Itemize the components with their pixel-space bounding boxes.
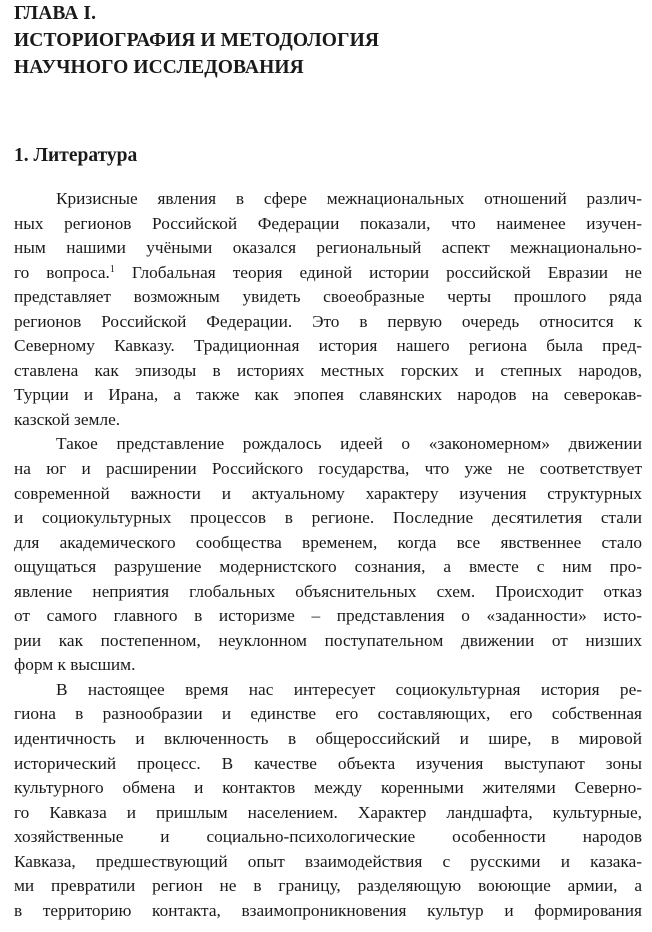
text-line: на юг и расширении Российского государства, что уже не соответствует (14, 459, 642, 479)
text-line: в территорию контакта, взаимопроникновения культур и формирования (14, 900, 642, 920)
text-line: ным нашими учёными оказался региональный аспект межнационально- (14, 238, 642, 258)
text-line: ставлена как эпизоды в историях местных горских и степных народов, (14, 360, 642, 380)
chapter-title-line: НАУЧНОГО ИССЛЕДОВАНИЯ (14, 57, 304, 78)
paragraph (14, 678, 642, 923)
chapter-title-line: ИСТОРИОГРАФИЯ И МЕТОДОЛОГИЯ (14, 30, 380, 51)
text-line: рии как постепенном, неуклонном поступательном движении от низших (14, 630, 642, 650)
paragraph (14, 187, 642, 432)
chapter-heading (14, 0, 642, 81)
body-text (14, 187, 642, 923)
text-line: явление неприятия глобальных объяснительных схем. Происходит отказ (14, 581, 642, 601)
text-line: Кавказа, предшествующий опыт взаимодействия с русскими и казака- (14, 851, 642, 871)
text-fragment: Глобальная теория единой истории российской Евразии не (131, 262, 642, 282)
section-heading: 1. Литература (14, 145, 138, 166)
text-line: В настоящее время нас интересует социокультурная история ре- (56, 679, 642, 699)
text-line: ных регионов Российской Федерации показали, что наименее изучен- (14, 213, 642, 233)
text-line: казской земле. (14, 409, 121, 429)
text-fragment: го вопроса. (14, 262, 110, 282)
text-line: современной важности и актуальному характеру изучения структурных (14, 483, 642, 503)
book-page (14, 0, 642, 920)
footnote-marker[interactable]: 1 (109, 263, 115, 275)
text-line (14, 261, 642, 286)
text-line: представляет возможным увидеть своеобразные черты прошлого ряда (14, 287, 642, 307)
text-line: ми превратили регион не в границу, разделяющую воюющие армии, а (14, 876, 642, 896)
text-line: форм к высшим. (14, 655, 136, 675)
text-line: для академического сообщества временем, когда все явственнее стало (14, 532, 642, 552)
text-line: Северному Кавказу. Традиционная история нашего региона была пред- (14, 336, 642, 356)
text-line: регионов Российской Федерации. Это в первую очередь относится к (14, 311, 642, 331)
text-line: гиона в разнообразии и единстве его составляющих, его собственная (14, 704, 642, 724)
text-line: от самого главного в историзме – представления о «заданности» исто- (14, 606, 642, 626)
text-line: Турции и Ирана, а также как эпопея славянских народов на северокав- (14, 385, 642, 405)
text-line: исторический процесс. В качестве объекта изучения выступают зоны (14, 753, 642, 773)
paragraph (14, 432, 642, 677)
text-line: и социокультурных процессов в регионе. Последние десятилетия стали (14, 508, 642, 528)
text-line: идентичность и включенность в общероссийский и шире, в мировой (14, 729, 642, 749)
text-line: го Кавказа и пришлым населением. Характер ландшафта, культурные, (14, 802, 642, 822)
text-line: ощущаться разрушение модернистского сознания, а вместе с ним про- (14, 557, 642, 577)
text-line: хозяйственные и социально-психологические особенности народов (14, 827, 642, 847)
chapter-label: ГЛАВА I. (14, 3, 97, 24)
text-line: Кризисные явления в сфере межнациональных отношений различ- (56, 189, 642, 208)
text-line: культурного обмена и контактов между коренными жителями Северно- (14, 778, 642, 798)
text-line: Такое представление рождалось идеей о «закономерном» движении (56, 434, 642, 454)
